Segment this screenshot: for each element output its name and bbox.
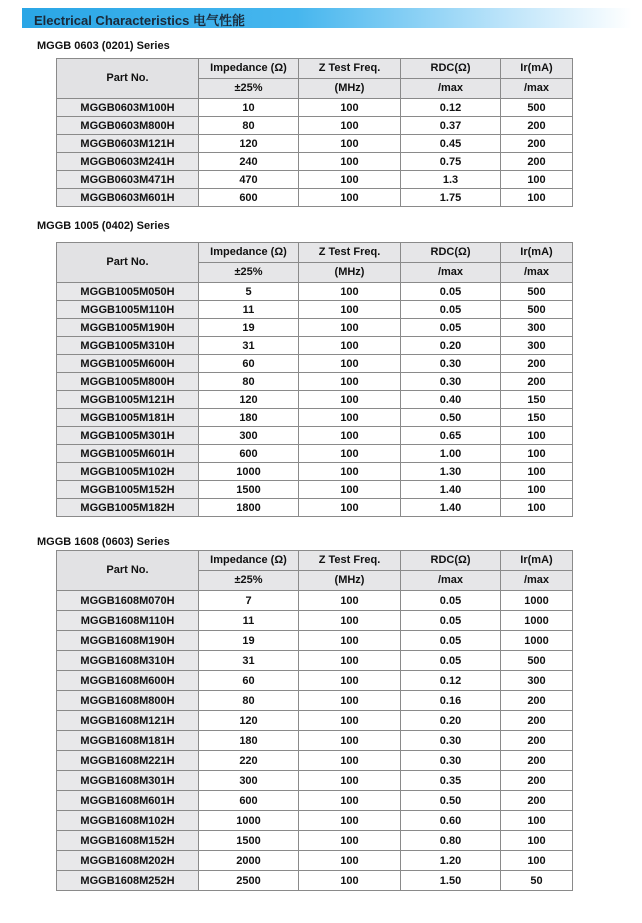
test-freq-cell: 100 xyxy=(299,427,401,445)
header-impedance: Impedance (Ω) xyxy=(199,59,299,79)
impedance-cell: 120 xyxy=(199,135,299,153)
impedance-cell: 120 xyxy=(199,711,299,731)
section-banner xyxy=(22,8,632,28)
part-number-cell: MGGB1608M301H xyxy=(57,771,199,791)
impedance-cell: 600 xyxy=(199,791,299,811)
table-row xyxy=(57,427,573,445)
series-title-1608: MGGB 1608 (0603) Series xyxy=(37,536,170,548)
rdc-cell: 1.75 xyxy=(401,189,501,207)
test-freq-cell: 100 xyxy=(299,611,401,631)
table-row xyxy=(57,409,573,427)
part-number-cell: MGGB1005M050H xyxy=(57,283,199,301)
test-freq-cell: 100 xyxy=(299,711,401,731)
table-row xyxy=(57,463,573,481)
spec-table-1608 xyxy=(56,550,573,891)
rdc-cell: 1.00 xyxy=(401,445,501,463)
rdc-cell: 0.05 xyxy=(401,591,501,611)
header-part-no: Part No. xyxy=(57,59,199,99)
table-row xyxy=(57,591,573,611)
rdc-cell: 0.05 xyxy=(401,631,501,651)
header-rdc: RDC(Ω) xyxy=(401,243,501,263)
ir-cell: 100 xyxy=(501,831,573,851)
ir-cell: 50 xyxy=(501,871,573,891)
part-number-cell: MGGB1608M121H xyxy=(57,711,199,731)
impedance-cell: 31 xyxy=(199,337,299,355)
rdc-cell: 0.75 xyxy=(401,153,501,171)
part-number-cell: MGGB1005M102H xyxy=(57,463,199,481)
impedance-cell: 10 xyxy=(199,99,299,117)
test-freq-cell: 100 xyxy=(299,189,401,207)
table-row xyxy=(57,283,573,301)
table-row xyxy=(57,831,573,851)
rdc-cell: 0.60 xyxy=(401,811,501,831)
part-number-cell: MGGB0603M800H xyxy=(57,117,199,135)
table-row xyxy=(57,319,573,337)
rdc-cell: 1.50 xyxy=(401,871,501,891)
rdc-cell: 0.30 xyxy=(401,355,501,373)
header-impedance-tolerance: ±25% xyxy=(199,571,299,591)
impedance-cell: 80 xyxy=(199,373,299,391)
series-title-1005: MGGB 1005 (0402) Series xyxy=(37,220,170,232)
part-number-cell: MGGB0603M100H xyxy=(57,99,199,117)
rdc-cell: 0.05 xyxy=(401,651,501,671)
rdc-cell: 0.05 xyxy=(401,301,501,319)
ir-cell: 1000 xyxy=(501,631,573,651)
part-number-cell: MGGB1005M181H xyxy=(57,409,199,427)
rdc-cell: 0.05 xyxy=(401,319,501,337)
ir-cell: 200 xyxy=(501,771,573,791)
test-freq-cell: 100 xyxy=(299,135,401,153)
table-header xyxy=(57,243,573,283)
impedance-cell: 7 xyxy=(199,591,299,611)
rdc-cell: 0.05 xyxy=(401,283,501,301)
header-rdc: RDC(Ω) xyxy=(401,551,501,571)
rdc-cell: 0.37 xyxy=(401,117,501,135)
ir-cell: 1000 xyxy=(501,611,573,631)
rdc-cell: 0.80 xyxy=(401,831,501,851)
test-freq-cell: 100 xyxy=(299,171,401,189)
impedance-cell: 5 xyxy=(199,283,299,301)
test-freq-cell: 100 xyxy=(299,671,401,691)
part-number-cell: MGGB0603M471H xyxy=(57,171,199,189)
banner-title: Electrical Characteristics 电气性能 xyxy=(34,13,245,28)
table-row xyxy=(57,499,573,517)
test-freq-cell: 100 xyxy=(299,409,401,427)
part-number-cell: MGGB1005M310H xyxy=(57,337,199,355)
rdc-cell: 0.30 xyxy=(401,373,501,391)
test-freq-cell: 100 xyxy=(299,445,401,463)
test-freq-cell: 100 xyxy=(299,751,401,771)
ir-cell: 200 xyxy=(501,791,573,811)
test-freq-cell: 100 xyxy=(299,373,401,391)
test-freq-cell: 100 xyxy=(299,481,401,499)
test-freq-cell: 100 xyxy=(299,463,401,481)
header-ir-unit: /max xyxy=(501,571,573,591)
part-number-cell: MGGB1005M600H xyxy=(57,355,199,373)
ir-cell: 150 xyxy=(501,391,573,409)
rdc-cell: 0.12 xyxy=(401,99,501,117)
test-freq-cell: 100 xyxy=(299,691,401,711)
part-number-cell: MGGB1005M182H xyxy=(57,499,199,517)
impedance-cell: 600 xyxy=(199,189,299,207)
part-number-cell: MGGB1608M070H xyxy=(57,591,199,611)
impedance-cell: 180 xyxy=(199,409,299,427)
test-freq-cell: 100 xyxy=(299,851,401,871)
rdc-cell: 1.40 xyxy=(401,481,501,499)
ir-cell: 200 xyxy=(501,153,573,171)
impedance-cell: 31 xyxy=(199,651,299,671)
table-row xyxy=(57,791,573,811)
part-number-cell: MGGB1608M110H xyxy=(57,611,199,631)
test-freq-cell: 100 xyxy=(299,117,401,135)
header-ir: Ir(mA) xyxy=(501,243,573,263)
impedance-cell: 11 xyxy=(199,301,299,319)
table-row xyxy=(57,671,573,691)
rdc-cell: 1.30 xyxy=(401,463,501,481)
test-freq-cell: 100 xyxy=(299,791,401,811)
header-ir: Ir(mA) xyxy=(501,551,573,571)
part-number-cell: MGGB1005M800H xyxy=(57,373,199,391)
test-freq-cell: 100 xyxy=(299,337,401,355)
part-number-cell: MGGB1608M601H xyxy=(57,791,199,811)
rdc-cell: 0.20 xyxy=(401,711,501,731)
part-number-cell: MGGB1608M102H xyxy=(57,811,199,831)
test-freq-cell: 100 xyxy=(299,651,401,671)
ir-cell: 150 xyxy=(501,409,573,427)
test-freq-cell: 100 xyxy=(299,831,401,851)
header-ir-unit: /max xyxy=(501,79,573,99)
impedance-cell: 1500 xyxy=(199,831,299,851)
ir-cell: 500 xyxy=(501,651,573,671)
part-number-cell: MGGB1608M190H xyxy=(57,631,199,651)
ir-cell: 200 xyxy=(501,135,573,153)
rdc-cell: 0.05 xyxy=(401,611,501,631)
table-row xyxy=(57,355,573,373)
impedance-cell: 60 xyxy=(199,355,299,373)
ir-cell: 200 xyxy=(501,355,573,373)
table-row xyxy=(57,481,573,499)
test-freq-cell: 100 xyxy=(299,153,401,171)
rdc-cell: 0.12 xyxy=(401,671,501,691)
test-freq-cell: 100 xyxy=(299,391,401,409)
ir-cell: 200 xyxy=(501,691,573,711)
part-number-cell: MGGB1608M152H xyxy=(57,831,199,851)
impedance-cell: 120 xyxy=(199,391,299,409)
part-number-cell: MGGB0603M121H xyxy=(57,135,199,153)
part-number-cell: MGGB1608M310H xyxy=(57,651,199,671)
ir-cell: 500 xyxy=(501,99,573,117)
rdc-cell: 0.30 xyxy=(401,751,501,771)
table-row xyxy=(57,611,573,631)
test-freq-cell: 100 xyxy=(299,301,401,319)
ir-cell: 100 xyxy=(501,811,573,831)
part-number-cell: MGGB1608M800H xyxy=(57,691,199,711)
impedance-cell: 80 xyxy=(199,691,299,711)
rdc-cell: 1.3 xyxy=(401,171,501,189)
series-title-0603: MGGB 0603 (0201) Series xyxy=(37,40,170,52)
table-row xyxy=(57,711,573,731)
rdc-cell: 0.40 xyxy=(401,391,501,409)
table-row xyxy=(57,771,573,791)
header-rdc: RDC(Ω) xyxy=(401,59,501,79)
ir-cell: 200 xyxy=(501,731,573,751)
table-row xyxy=(57,811,573,831)
rdc-cell: 0.50 xyxy=(401,409,501,427)
ir-cell: 200 xyxy=(501,117,573,135)
header-ir: Ir(mA) xyxy=(501,59,573,79)
ir-cell: 100 xyxy=(501,463,573,481)
header-ir-unit: /max xyxy=(501,263,573,283)
table-header xyxy=(57,551,573,591)
test-freq-cell: 100 xyxy=(299,499,401,517)
ir-cell: 300 xyxy=(501,671,573,691)
ir-cell: 500 xyxy=(501,283,573,301)
impedance-cell: 2500 xyxy=(199,871,299,891)
table-row xyxy=(57,391,573,409)
ir-cell: 200 xyxy=(501,751,573,771)
header-rdc-unit: /max xyxy=(401,263,501,283)
impedance-cell: 1800 xyxy=(199,499,299,517)
table-row xyxy=(57,851,573,871)
header-test-freq: Z Test Freq. xyxy=(299,243,401,263)
rdc-cell: 0.20 xyxy=(401,337,501,355)
test-freq-cell: 100 xyxy=(299,591,401,611)
test-freq-cell: 100 xyxy=(299,283,401,301)
ir-cell: 300 xyxy=(501,337,573,355)
impedance-cell: 2000 xyxy=(199,851,299,871)
impedance-cell: 470 xyxy=(199,171,299,189)
impedance-cell: 300 xyxy=(199,427,299,445)
part-number-cell: MGGB1005M601H xyxy=(57,445,199,463)
ir-cell: 100 xyxy=(501,499,573,517)
part-number-cell: MGGB1005M152H xyxy=(57,481,199,499)
impedance-cell: 19 xyxy=(199,319,299,337)
rdc-cell: 0.35 xyxy=(401,771,501,791)
ir-cell: 1000 xyxy=(501,591,573,611)
test-freq-cell: 100 xyxy=(299,771,401,791)
test-freq-cell: 100 xyxy=(299,319,401,337)
impedance-cell: 60 xyxy=(199,671,299,691)
header-part-no: Part No. xyxy=(57,243,199,283)
rdc-cell: 1.20 xyxy=(401,851,501,871)
header-impedance-tolerance: ±25% xyxy=(199,263,299,283)
test-freq-cell: 100 xyxy=(299,99,401,117)
table-row xyxy=(57,631,573,651)
part-number-cell: MGGB1608M221H xyxy=(57,751,199,771)
part-number-cell: MGGB1005M110H xyxy=(57,301,199,319)
part-number-cell: MGGB0603M601H xyxy=(57,189,199,207)
ir-cell: 100 xyxy=(501,171,573,189)
impedance-cell: 80 xyxy=(199,117,299,135)
header-test-freq: Z Test Freq. xyxy=(299,551,401,571)
rdc-cell: 0.16 xyxy=(401,691,501,711)
table-row xyxy=(57,691,573,711)
ir-cell: 100 xyxy=(501,445,573,463)
impedance-cell: 1000 xyxy=(199,463,299,481)
header-part-no: Part No. xyxy=(57,551,199,591)
header-test-freq-unit: (MHz) xyxy=(299,79,401,99)
table-row xyxy=(57,651,573,671)
rdc-cell: 0.50 xyxy=(401,791,501,811)
table-row xyxy=(57,99,573,117)
test-freq-cell: 100 xyxy=(299,731,401,751)
ir-cell: 200 xyxy=(501,711,573,731)
part-number-cell: MGGB1005M190H xyxy=(57,319,199,337)
rdc-cell: 1.40 xyxy=(401,499,501,517)
header-impedance-tolerance: ±25% xyxy=(199,79,299,99)
part-number-cell: MGGB1608M202H xyxy=(57,851,199,871)
impedance-cell: 220 xyxy=(199,751,299,771)
table-row xyxy=(57,189,573,207)
ir-cell: 200 xyxy=(501,373,573,391)
test-freq-cell: 100 xyxy=(299,811,401,831)
table-row xyxy=(57,373,573,391)
header-test-freq-unit: (MHz) xyxy=(299,571,401,591)
rdc-cell: 0.30 xyxy=(401,731,501,751)
header-test-freq-unit: (MHz) xyxy=(299,263,401,283)
table-row xyxy=(57,117,573,135)
ir-cell: 100 xyxy=(501,427,573,445)
table-row xyxy=(57,301,573,319)
header-impedance: Impedance (Ω) xyxy=(199,243,299,263)
part-number-cell: MGGB1005M301H xyxy=(57,427,199,445)
table-row xyxy=(57,445,573,463)
impedance-cell: 180 xyxy=(199,731,299,751)
impedance-cell: 1500 xyxy=(199,481,299,499)
header-rdc-unit: /max xyxy=(401,79,501,99)
rdc-cell: 0.65 xyxy=(401,427,501,445)
impedance-cell: 300 xyxy=(199,771,299,791)
ir-cell: 100 xyxy=(501,851,573,871)
test-freq-cell: 100 xyxy=(299,355,401,373)
test-freq-cell: 100 xyxy=(299,631,401,651)
part-number-cell: MGGB1608M600H xyxy=(57,671,199,691)
header-impedance: Impedance (Ω) xyxy=(199,551,299,571)
part-number-cell: MGGB1608M252H xyxy=(57,871,199,891)
table-row xyxy=(57,337,573,355)
ir-cell: 100 xyxy=(501,189,573,207)
table-row xyxy=(57,135,573,153)
header-rdc-unit: /max xyxy=(401,571,501,591)
table-row xyxy=(57,871,573,891)
table-row xyxy=(57,171,573,189)
ir-cell: 300 xyxy=(501,319,573,337)
impedance-cell: 11 xyxy=(199,611,299,631)
impedance-cell: 1000 xyxy=(199,811,299,831)
table-row xyxy=(57,731,573,751)
header-test-freq: Z Test Freq. xyxy=(299,59,401,79)
spec-table-0603 xyxy=(56,58,573,207)
test-freq-cell: 100 xyxy=(299,871,401,891)
ir-cell: 100 xyxy=(501,481,573,499)
part-number-cell: MGGB1005M121H xyxy=(57,391,199,409)
spec-table-1005 xyxy=(56,242,573,517)
impedance-cell: 600 xyxy=(199,445,299,463)
impedance-cell: 19 xyxy=(199,631,299,651)
part-number-cell: MGGB0603M241H xyxy=(57,153,199,171)
part-number-cell: MGGB1608M181H xyxy=(57,731,199,751)
table-row xyxy=(57,751,573,771)
table-header xyxy=(57,59,573,99)
table-row xyxy=(57,153,573,171)
impedance-cell: 240 xyxy=(199,153,299,171)
rdc-cell: 0.45 xyxy=(401,135,501,153)
ir-cell: 500 xyxy=(501,301,573,319)
